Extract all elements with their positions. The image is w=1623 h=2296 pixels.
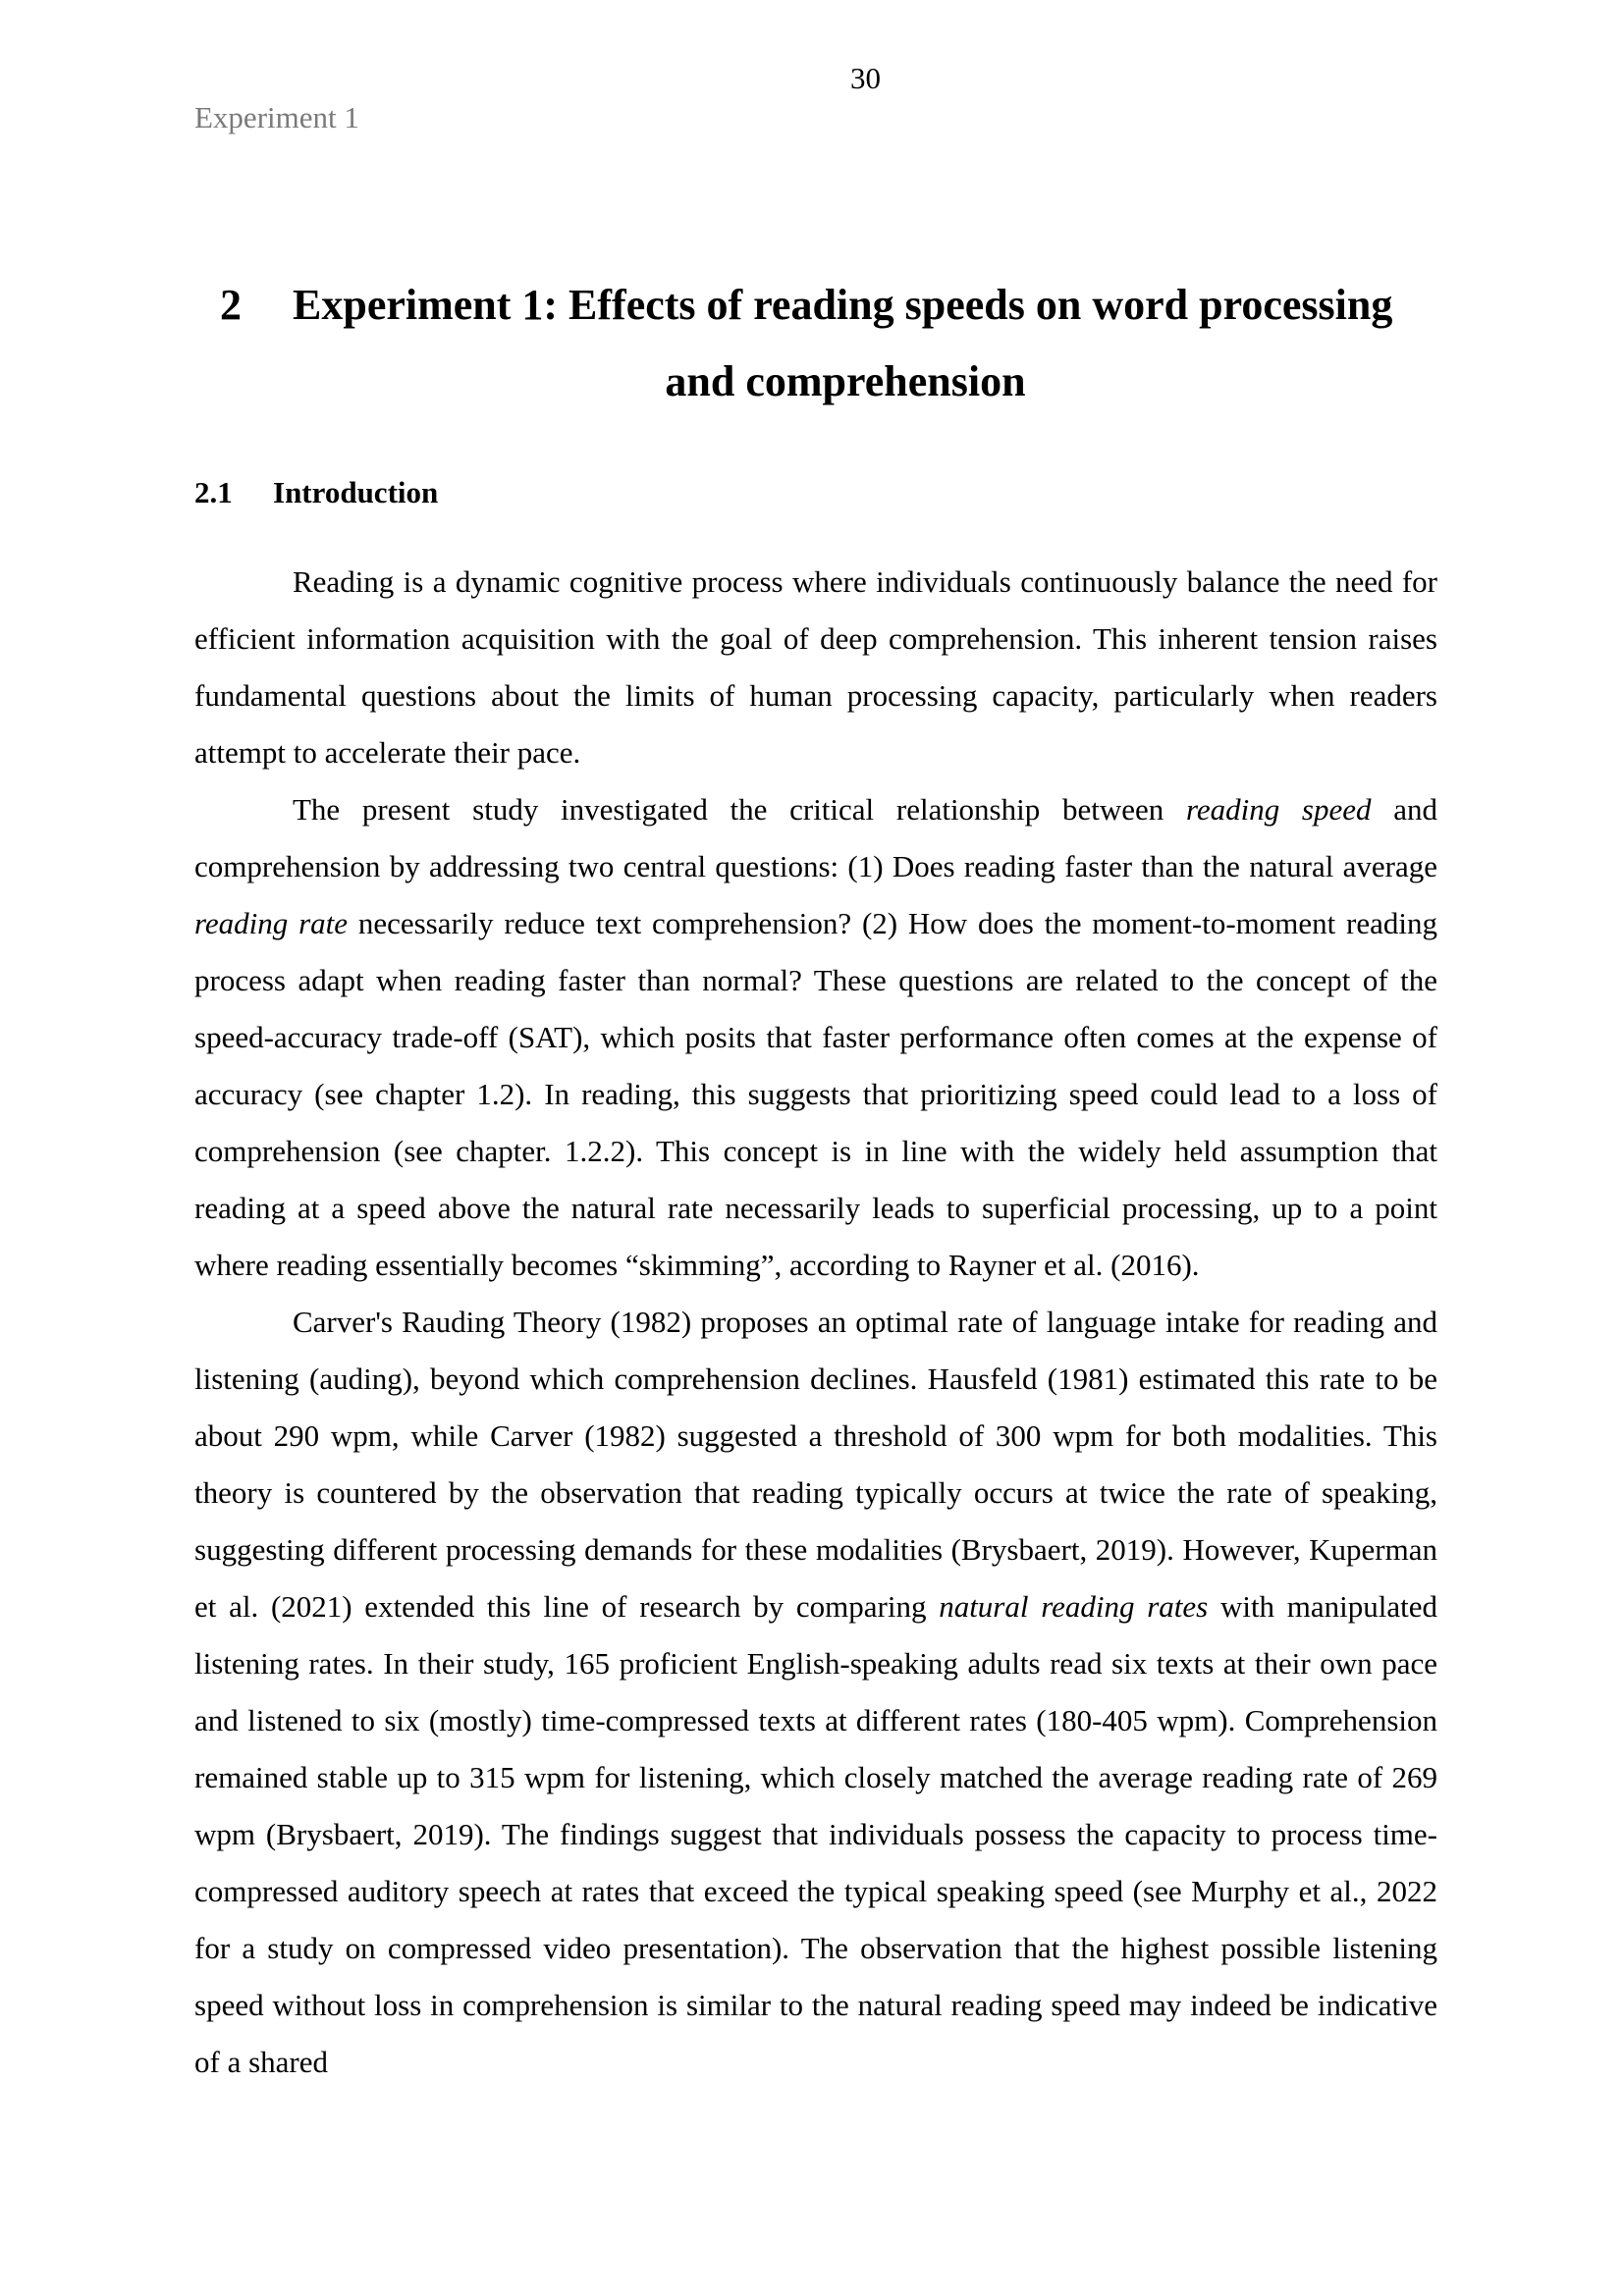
term-natural-reading-rates: natural reading rates xyxy=(939,1589,1209,1624)
section-number: 2.1 xyxy=(194,475,233,509)
term-reading-rate: reading rate xyxy=(194,906,349,940)
chapter-title-line2: and comprehension xyxy=(665,357,1026,405)
paragraph-2 xyxy=(194,781,1437,1294)
running-header: Experiment 1 xyxy=(194,100,359,134)
paragraph-3-text-2: with manipulated listening rates. In their study, 165 proficient English-speaking adults read six texts at their own pace and listened to six (mostly) time-compressed texts at different rates (180-405 wpm). Comprehension remained stable up to 315 wpm for listening, which closely matched the average reading rate of 269 wpm (Brysbaert, 2019). The findings suggest that individuals possess the capacity to process time-compressed auditory speech at rates that exceed the typical speaking speed (see Murphy et al., 2022 for a study on compressed video presentation). The observation that the highest possible listening speed without loss in comprehension is similar to the natural reading speed may indeed be indicative of a shared xyxy=(194,1589,1438,2079)
body-text xyxy=(194,554,1437,2091)
page-number: 30 xyxy=(850,61,881,95)
chapter-number: 2 xyxy=(220,281,242,329)
paragraph-2-text-1: The present study investigated the critical relationship between xyxy=(293,792,1186,827)
section-heading xyxy=(194,475,438,510)
paragraph-3 xyxy=(194,1294,1437,2091)
paragraph-2-text-2: and comprehension by addressing two central questions: (1) Does reading faster than the natural average xyxy=(194,792,1438,883)
paragraph-3-text-1: Carver's Rauding Theory (1982) proposes an optimal rate of language intake for reading and listening (auding), beyond which comprehension declines. Hausfeld (1981) estimated this rate to be about 290 wpm, while Carver (1982) suggested a threshold of 300 wpm for both modalities. This theory is countered by the observation that reading typically occurs at twice the rate of speaking, suggesting different processing demands for these modalities (Brysbaert, 2019). However, Kuperman et al. (2021) extended this line of research by comparing xyxy=(194,1305,1437,1624)
term-reading-speed: reading speed xyxy=(1185,792,1372,827)
chapter-title-line1: Experiment 1: Effects of reading speeds on word processing xyxy=(293,281,1393,329)
section-title: Introduction xyxy=(273,475,439,509)
paragraph-1: Reading is a dynamic cognitive process where individuals continuously balance the need for efficient information acquisition with the goal of deep comprehension. This inherent tension raises fundamental questions about the limits of human processing capacity, particularly when readers attempt to accelerate their pace. xyxy=(194,564,1437,770)
paragraph-2-text-3: necessarily reduce text comprehension? (2) How does the moment-to-moment reading process adapt when reading faster than normal? These questions are related to the concept of the speed-accuracy trade-off (SAT), which posits that faster performance often comes at the expense of accuracy (see chapter 1.2). In reading, this suggests that prioritizing speed could lead to a loss of comprehension (see chapter. 1.2.2). This concept is in line with the widely held assumption that reading at a speed above the natural rate necessarily leads to superficial processing, up to a point where reading essentially becomes “skimming”, according to Rayner et al. (2016). xyxy=(194,906,1437,1282)
